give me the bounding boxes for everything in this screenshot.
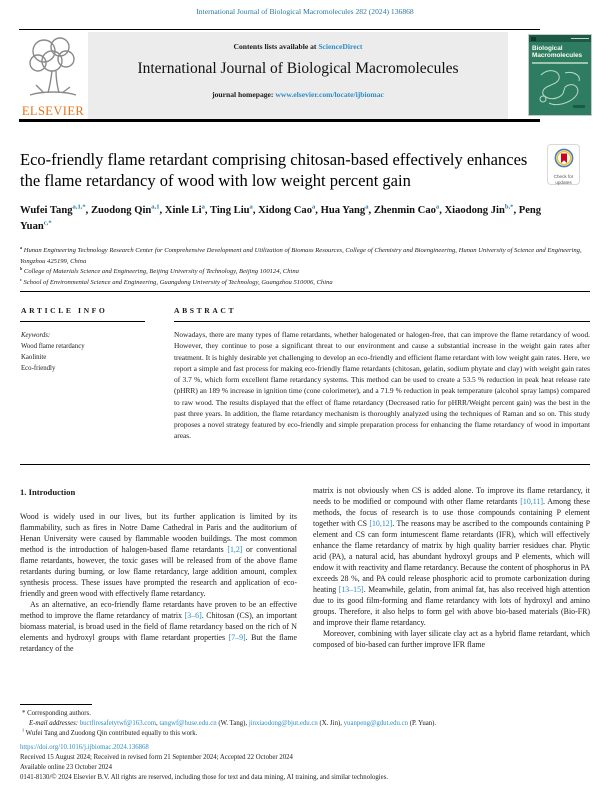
link[interactable]: jinxiaodong@bjut.edu.cn: [248, 719, 318, 727]
cover-subtitle-bar: [532, 62, 588, 64]
text-segment: a: [20, 244, 23, 250]
link[interactable]: c,*: [43, 219, 52, 227]
text-segment: School of Environmental Science and Engineering, Guangdong University of Technology, Guangzhou 510006, China: [21, 278, 333, 286]
affiliation-a: [20, 246, 586, 267]
text-segment: Xidong Cao: [258, 205, 312, 216]
footnote-rule: [20, 704, 92, 705]
text-segment: b: [20, 265, 23, 271]
text-segment: Ting Liu: [209, 205, 250, 216]
elsevier-logo[interactable]: [20, 33, 86, 121]
keyword-item: Wood flame retardancy: [21, 342, 85, 350]
copyright-line: 0141-8130/© 2024 Elsevier B.V. All rights are reserved, including those for text and data mining, AI training, and similar technologies.: [20, 773, 389, 781]
section-heading-introduction: 1. Introduction: [20, 487, 76, 497]
cover-publisher-chip: [531, 37, 536, 41]
email-addresses-note: [22, 719, 588, 729]
text-segment: E-mail addresses:: [29, 719, 80, 727]
text-segment: (X. Jin),: [317, 719, 344, 727]
text-segment: . Meanwhile, gelatin, from animal fat, has also received high attention due to its good film-forming and flame retardancy with lots of hydroxyl and amino groups. Therefore, it also helps to form gel with above bio-based materials (Bio-FR) and improve their flame retardancy.: [313, 584, 590, 627]
keyword-item: Eco-friendly: [21, 364, 56, 372]
contents-line: [88, 42, 508, 51]
check-for-updates-icon: [554, 148, 574, 168]
keywords-block: [21, 331, 163, 375]
text-segment: (W. Tang),: [216, 719, 249, 727]
text-segment: (P. Yuan).: [408, 719, 437, 727]
link[interactable]: [1,2]: [227, 544, 243, 554]
intro-paragraph: [313, 629, 590, 651]
running-head-citation: International Journal of Biological Macromolecules 282 (2024) 136868: [196, 7, 414, 16]
text-segment: . Chitosan (CS), an important biomass material, is broad used in the field of flame retardancy based on the rich of N elements and hydroxyl groups with flame retardant properties: [20, 610, 297, 642]
imprint-block: [20, 743, 590, 783]
journal-cover-thumbnail[interactable]: [528, 34, 592, 116]
cover-top-bar: [529, 35, 591, 42]
text-segment: Xinle Li: [164, 205, 202, 216]
text-segment: ,: [252, 205, 259, 216]
intro-paragraph: [20, 512, 297, 600]
link[interactable]: a: [312, 203, 316, 211]
elsevier-tree-icon: [22, 33, 84, 101]
sciencedirect-link[interactable]: ScienceDirect: [318, 42, 363, 51]
link[interactable]: yuanpeng@gdut.edu.cn: [343, 719, 409, 727]
homepage-label: journal homepage:: [212, 90, 276, 99]
contents-prefix: Contents lists available at: [233, 42, 319, 51]
link[interactable]: a,1: [151, 203, 160, 211]
keyword-item: Kaolinite: [21, 353, 47, 361]
link[interactable]: a: [201, 203, 205, 211]
abstract-bottom-rule: [20, 464, 590, 465]
text-segment: . The reasons may be ascribed to the compounds containing P element and CS can form intumescent flame retardants (IFR), which will effectively enhance the flame retardancy of matrix by high quality barrier residues char. Phytic acid (PA), a natural acid, has abundant hydroxyl groups and P elements, which will endow it with reactivity and flame retardancy. Because the content of phosphorus in PA exceeds 28 %, and PA could release phosphoric acid to promote carbonization during heating: [313, 518, 590, 594]
intro-paragraph: [20, 600, 297, 655]
link[interactable]: b,*: [504, 203, 514, 211]
elsevier-wordmark: ELSEVIER: [21, 104, 85, 118]
text-segment: Hunan Engineering Technology Research Center for Comprehensive Development and Utilization of Biomass Resources, College of Chemistry and Bioengineering, Hunan University of Science and Engineering, Yongzhou 425199, China: [20, 247, 582, 265]
text-segment: Wufei Tang: [20, 205, 73, 216]
body-column-right: [313, 486, 590, 651]
intro-paragraph: [313, 486, 590, 629]
text-segment: Xiaodong Jin: [444, 205, 505, 216]
article-title: Eco-friendly flame retardant comprising chitosan-based effectively enhances the flame retardancy of wood with low weight percent gain: [20, 150, 528, 191]
author-list: [20, 203, 544, 235]
link[interactable]: [10,11]: [520, 496, 543, 506]
keywords-label: Keywords:: [21, 332, 51, 339]
text-segment: . Among these methods, the focus of research is to use those compounds containing P element together with CS: [313, 496, 590, 528]
text-segment: As an alternative, an eco-friendly flame retardants have proven to be an effective method to improve the flame retardancy of matrix: [20, 599, 297, 620]
text-segment: . But the flame retardancy of the: [20, 632, 297, 653]
equal-contribution-note: [22, 729, 588, 739]
affiliation-c: [20, 278, 586, 289]
corresponding-authors-note: * Corresponding authors.: [22, 710, 91, 717]
check-for-updates-label: Check for updates: [553, 174, 574, 185]
text-segment: 1: [22, 727, 25, 733]
doi-link[interactable]: https://doi.org/10.1016/j.ijbiomac.2024.136868: [20, 744, 149, 751]
text-segment: ,: [513, 205, 519, 216]
text-segment: ,: [368, 205, 374, 216]
text-segment: Wood is widely used in our lives, but its further application is limited by its flammability, such as fires in Notre Dame Cathedral in Paris and the auditorium of Henan University were caused by flammable wooden buildings. The most common method is the introduction of halogen-based flame retardants: [20, 512, 297, 554]
text-segment: ,: [159, 205, 165, 216]
top-rule: [19, 29, 540, 30]
cover-molecule-art-icon: [531, 65, 589, 111]
link[interactable]: [3–6]: [184, 610, 202, 620]
article-info-rule: [20, 321, 145, 322]
link[interactable]: [7–9]: [228, 632, 246, 642]
link[interactable]: a: [365, 203, 369, 211]
link[interactable]: a: [249, 203, 253, 211]
text-segment: ,: [439, 205, 445, 216]
text-segment: Moreover, combining with layer silicate clay act as a hybrid flame retardant, which composed of bio-based can further improve IFR flame: [313, 628, 590, 649]
text-segment: c: [20, 276, 22, 282]
text-segment: or conventional flame retardants, however, the toxic gases will be released from of the above flame retardants during burning, or low flame retardancy, large addition amount, complex synthesis process. These issues have prompted the research and application of eco-friendly and green wood with effectively flame retardancy.: [20, 544, 298, 598]
text-segment: Peng Yuan: [20, 205, 542, 232]
affiliations: [20, 246, 586, 288]
cover-top-line: [571, 38, 589, 39]
journal-title: International Journal of Biological Macromolecules: [137, 60, 459, 77]
text-segment: ,: [204, 205, 210, 216]
text-segment: Hua Yang: [320, 205, 366, 216]
journal-banner: [88, 32, 508, 119]
link[interactable]: [10,12]: [369, 518, 393, 528]
text-segment: ,: [85, 205, 91, 216]
check-for-updates-badge[interactable]: [547, 144, 580, 185]
article-info-heading: ARTICLE INFO: [21, 306, 108, 315]
abstract-rule: [174, 321, 590, 322]
abstract-heading: ABSTRACT: [174, 306, 237, 315]
received-dates: Received 15 August 2024; Received in revised form 21 September 2024; Accepted 22 October 2024: [20, 753, 293, 761]
text-segment: Zhenmin Cao: [373, 205, 436, 216]
link[interactable]: [13–15]: [338, 584, 364, 594]
available-online-date: Available online 23 October 2024: [20, 763, 112, 771]
cover-title: Biological Macromolecules: [532, 45, 583, 60]
homepage-line: [88, 90, 508, 99]
body-column-left: [20, 512, 297, 655]
affiliation-divider-rule: [20, 291, 590, 292]
text-segment: Zuodong Qin: [90, 205, 152, 216]
text-segment: College of Materials Science and Engineering, Beijing University of Technology, Beijing 100124, China: [22, 268, 299, 276]
link[interactable]: a,1,*: [72, 203, 86, 211]
link[interactable]: tangwf@huse.edu.cn: [159, 719, 217, 727]
link[interactable]: a: [435, 203, 440, 211]
text-segment: Wufei Tang and Zuodong Qin contributed equally to this work.: [24, 729, 198, 737]
homepage-link[interactable]: www.elsevier.com/locate/ijbiomac: [275, 90, 384, 99]
abstract-text: Nowadays, there are many types of flame retardants, whether halogenated or halogen-free, that can improve the flame retardancy of wood. However, they continue to pose a significant threat to our environment and cause a substantial increase in the weight gain rates after treatment. It is highly desirable yet challenging to develop an eco-friendly and efficient flame retardant with low weight gain rates. Here, we report a simple and fast process for making eco-friendly flame retardants (chitosan, gelatin, sodium phytate and clay) with weight gain rates of 3.7 %, which form excellent flame retardancy systems. This method can be used to create a 53.5 % reduction in peak heat release rate (pHRR) an 189 % increase in ignition time (cone colorimeter), and a 71.9 % reduction in peak temperature (alcohol spray lamps) compared to raw wood. The results displayed that the effect of flame retardancy (Decreased ratio for pHRR/Weight percent gain) was the best in the past three years. In addition, the flame retardancy mechanism is thoroughly analyzed using the techniques of Raman and so on. This study proposes a novel strategy featured by eco-friendly and simple preparation process for enhancing the flame retardancy of wood in important areas.: [174, 330, 590, 441]
text-segment: matrix is not obviously when CS is added alone. To improve its flame retardancy, it needs to be modified or compound with other flame retardants: [313, 486, 590, 506]
footnotes: [22, 709, 588, 739]
text-segment: ,: [156, 719, 160, 727]
link[interactable]: buctfiresafetytwf@163.com: [79, 719, 156, 727]
header-divider-rule: [19, 119, 540, 122]
affiliation-b: [20, 267, 586, 278]
text-segment: ,: [315, 205, 321, 216]
